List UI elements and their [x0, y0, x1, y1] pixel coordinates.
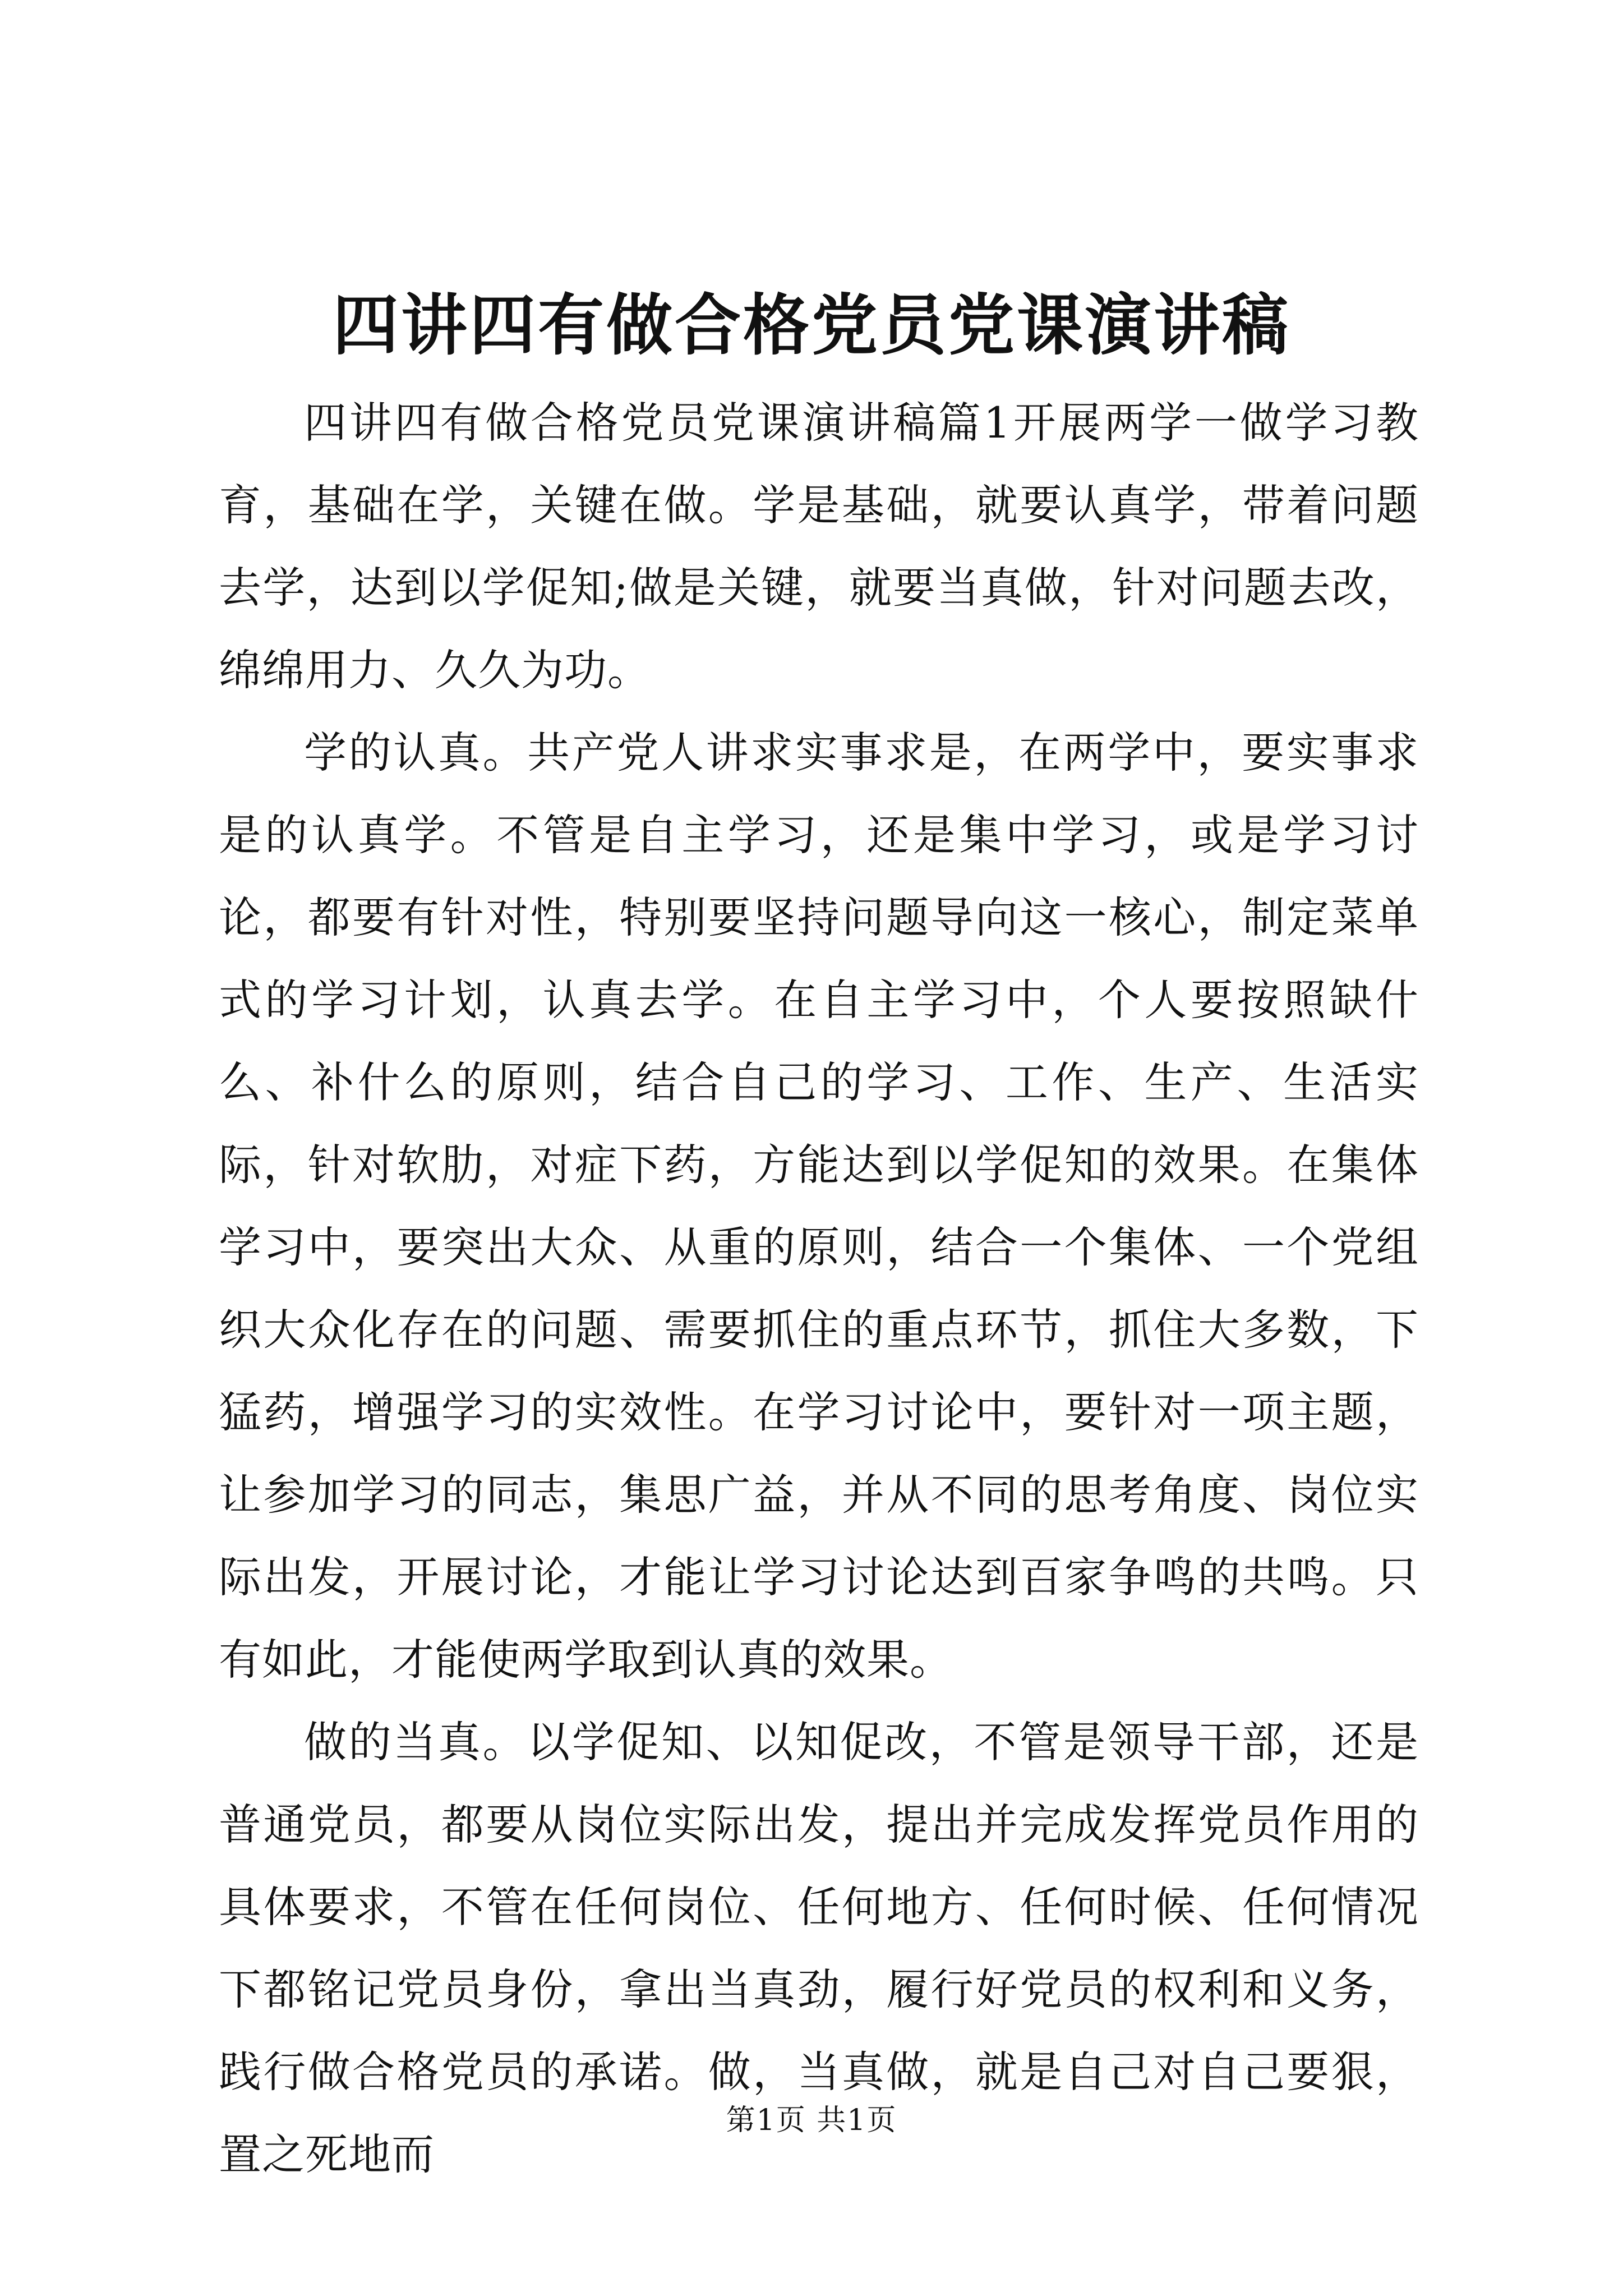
page-number-footer: 第1页 共1页 [726, 2104, 897, 2137]
paragraph-1: 四讲四有做合格党员党课演讲稿篇1开展两学一做学习教育，基础在学，关键在做。学是基础，就要认真学，带着问题去学，达到以学促知;做是关键，就要当真做，针对问题去改，绵绵用力、久久为功。 [219, 398, 1419, 695]
paragraph-2: 学的认真。共产党人讲求实事求是，在两学中，要实事求是的认真学。不管是自主学习，还是集中学习，或是学习讨论，都要有针对性，特别要坚持问题导向这一核心，制定菜单式的学习计划，认真去学。在自主学习中，个人要按照缺什么、补什么的原则，结合自己的学习、工作、生产、生活实际，针对软肋，对症下药，方能达到以学促知的效果。在集体学习中，要突出大众、从重的原则，结合一个集体、一个党组织大众化存在的问题、需要抓住的重点环节，抓住大多数，下猛药，增强学习的实效性。在学习讨论中，要针对一项主题，让参加学习的同志，集思广益，并从不同的思考角度、岗位实际出发，开展讨论，才能让学习讨论达到百家争鸣的共鸣。只有如此，才能使两学取到认真的效果。 [219, 728, 1419, 1685]
document-body [219, 381, 1419, 2196]
document-title: 四讲四有做合格党员党课演讲稿 [332, 286, 1290, 364]
paragraph-3: 做的当真。以学促知、以知促改，不管是领导干部，还是普通党员，都要从岗位实际出发，提出并完成发挥党员作用的具体要求，不管在任何岗位、任何地方、任何时候、任何情况下都铭记党员身份，拿出当真劲，履行好党员的权利和义务，践行做合格党员的承诺。做，当真做，就是自己对自己要狠，置之死地而 [219, 1717, 1419, 2179]
